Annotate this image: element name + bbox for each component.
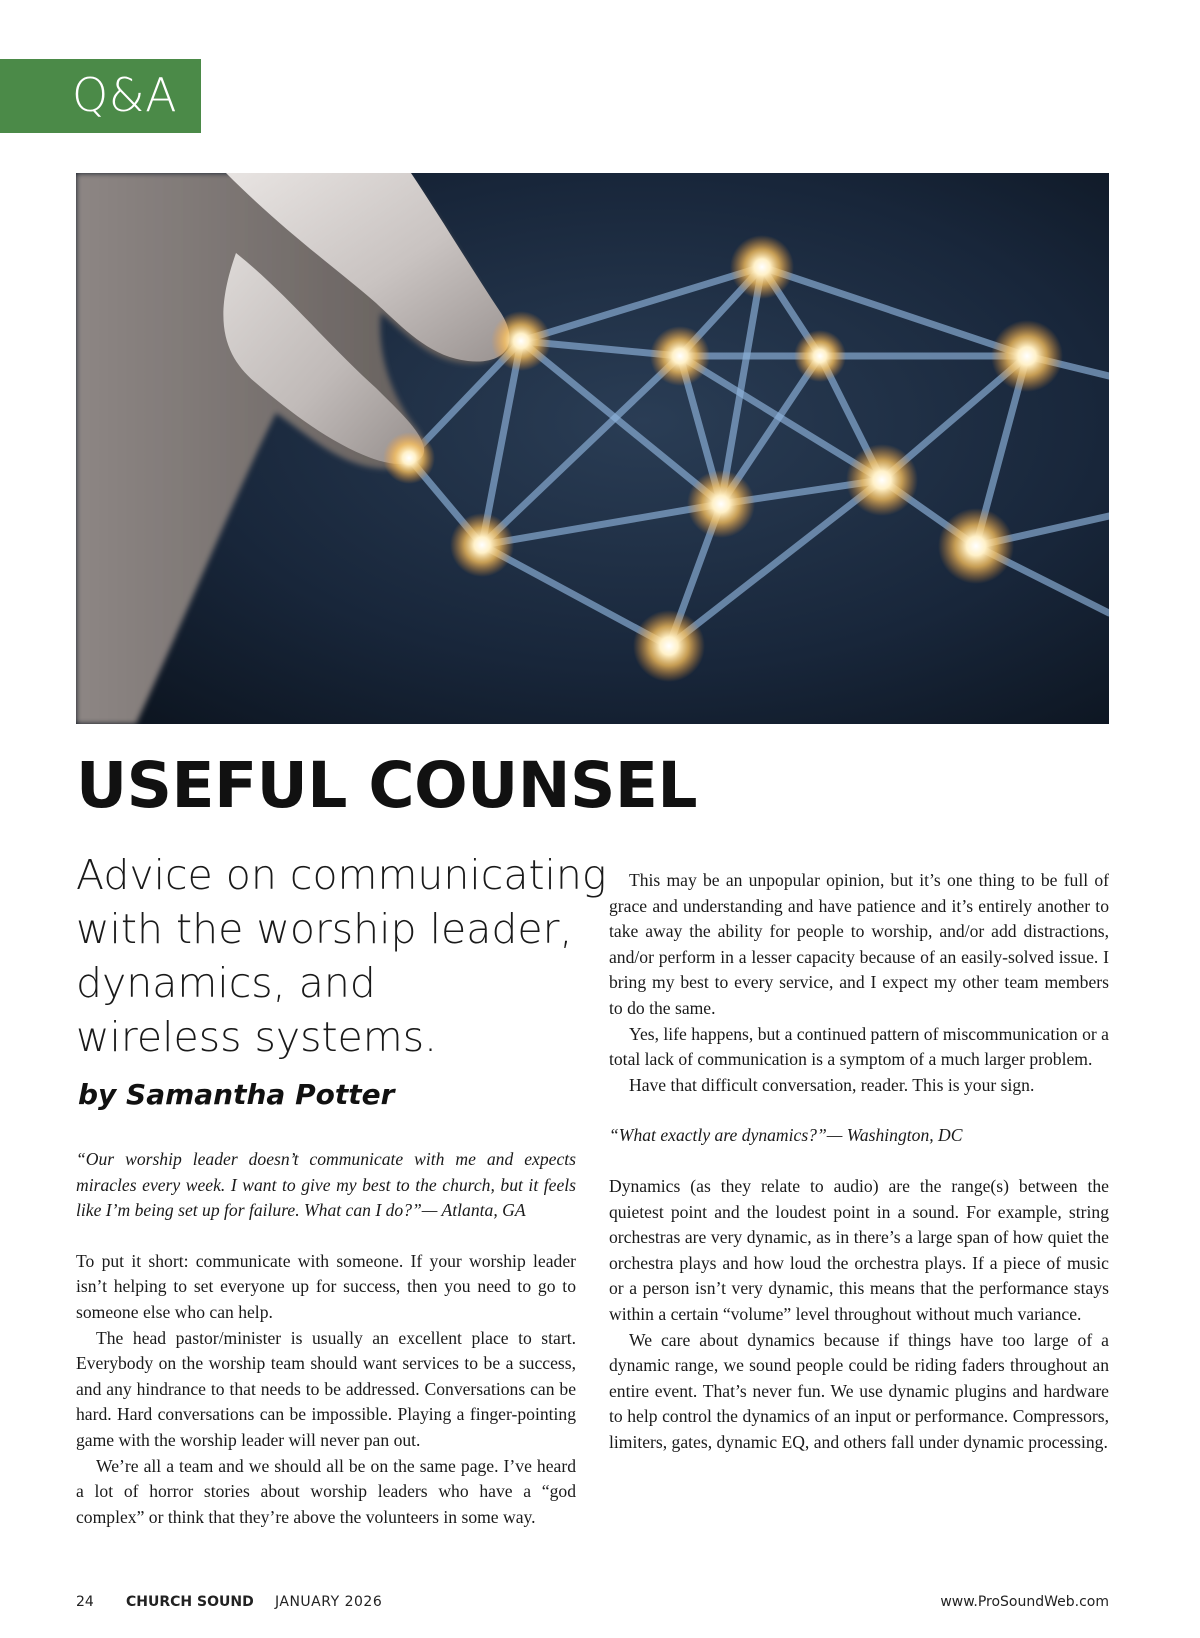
body-paragraph: Dynamics (as they relate to audio) are the range(s) between the quietest point and the loudest point in a sound. For example, string orchestras are very dynamic, as in there’s a large span of how quiet the orchestra plays and how loud the orchestra plays. If a piece of music or a person isn’t very dynamic, this means that the performance stays within a certain “volume” level throughout without much variance. [609, 1175, 1109, 1324]
deck-line: Advice on communicating [76, 851, 607, 899]
issue-date: JANUARY 2026 [275, 1594, 383, 1610]
body-paragraph: Have that difficult conversation, reader. This is your sign. [629, 1074, 1035, 1095]
body-paragraph: We’re all a team and we should all be on the same page. I’ve heard a lot of horror stories about worship leaders who have a “god complex” or think that they’re above the volunteers in some way. [76, 1455, 576, 1527]
byline: by Samantha Potter [78, 1078, 395, 1111]
body-paragraph: To put it short: communicate with someone. If your worship leader isn’t helping to set everyone up for success, then you need to go to someone else who can help. [76, 1250, 576, 1322]
network-illustration [76, 173, 1109, 724]
hero-image [76, 173, 1109, 724]
body-paragraph: We care about dynamics because if things have too large of a dynamic range, we sound people could be riding faders throughout an entire event. That’s never fun. We use dynamic plugins and hardware to help control the dynamics of an input or performance. Compressors, limiters, gates, dynamic EQ, and others fall under dynamic processing. [609, 1329, 1109, 1452]
page-number: 24 [76, 1594, 94, 1610]
deck-line: with the worship leader, [76, 905, 573, 953]
reader-question: “Our worship leader doesn’t communicate with me and expects miracles every week. I want to give my best to the church, but it feels like I’m being set up for failure. What can I do?”— Atlanta, GA [76, 1149, 576, 1221]
headline: USEFUL COUNSEL [76, 749, 698, 822]
deck [76, 848, 607, 1064]
section-tag [0, 59, 201, 133]
deck-line: dynamics, and [76, 959, 376, 1007]
article-column-right [609, 868, 1109, 1455]
magazine-name: CHURCH SOUND [126, 1594, 254, 1610]
body-paragraph: Yes, life happens, but a continued pattern of miscommunication or a total lack of communication is a symptom of a much larger problem. [609, 1023, 1109, 1070]
section-tag-label: Q&A [72, 68, 178, 122]
reader-question: “What exactly are dynamics?”— Washington, DC [609, 1125, 963, 1146]
website-url: www.ProSoundWeb.com [940, 1594, 1109, 1610]
article-column-left [76, 1147, 576, 1530]
body-paragraph: The head pastor/minister is usually an excellent place to start. Everybody on the worship team should want services to be a success, and any hindrance to that needs to be addressed. Conversations can be hard. Hard conversations can be impossible. Playing a finger-pointing game with the worship leader will never pan out. [76, 1327, 576, 1450]
body-paragraph: This may be an unpopular opinion, but it’s one thing to be full of grace and understanding and have patience and it’s entirely another to take away the ability for people to worship, and/or add distractions, and/or perform in a lesser capacity because of an easily-solved issue. I bring my best to every service, and I expect my other team members to do the same. [609, 870, 1109, 1018]
deck-line: wireless systems. [76, 1013, 438, 1061]
page-footer [76, 1594, 1109, 1616]
